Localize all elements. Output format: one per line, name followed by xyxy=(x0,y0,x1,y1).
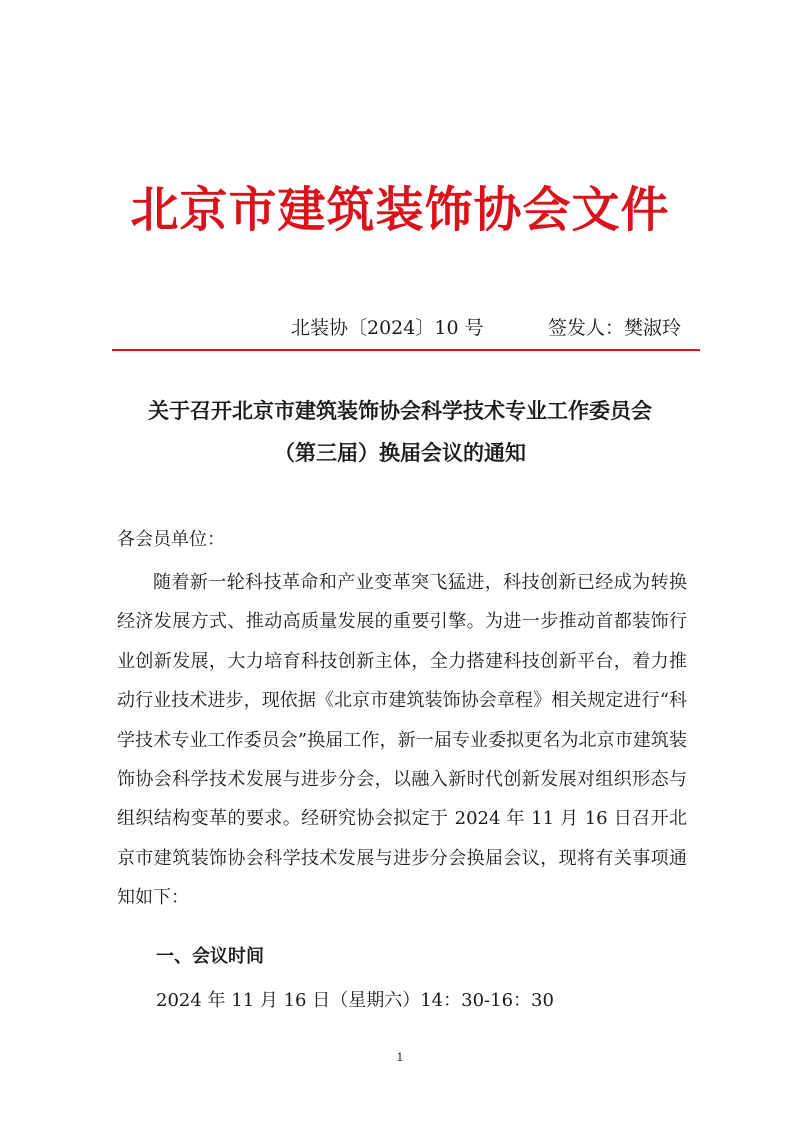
notice-title-line-1: 关于召开北京市建筑装饰协会科学技术专业工作委员会 xyxy=(148,398,652,423)
section-heading-meeting-time: 一、会议时间 xyxy=(156,946,264,967)
header-divider xyxy=(112,349,700,351)
salutation: 各会员单位： xyxy=(117,529,225,550)
meeting-time-value: 2024 年 11 月 16 日（星期六）14：30-16：30 xyxy=(156,990,554,1011)
document-number: 北装协〔2024〕10 号 xyxy=(291,317,484,339)
document-header-title: 北京市建筑装饰协会文件 xyxy=(130,182,670,238)
body-paragraph: 随着新一轮科技革命和产业变革突飞猛进，科技创新已经成为转换经济发展方式、推动高质量发展的重要引擎。为进一步推动首都装饰行业创新发展，大力培育科技创新主体，全力搭建科技创新平台，着力推动行业技术进步，现依据《北京市建筑装饰协会章程》相关规定进行“科学技术专业工作委员会”换届工作，新一届专业委拟更名为北京市建筑装饰协会科学技术发展与进步分会，以融入新时代创新发展对组织形态与组织结构变革的要求。经研究协会拟定于 2024 年 11 月 16 日召开北京市建筑装饰协会科学技术发展与进步分会换届会议，现将有关事项通知如下： xyxy=(117,572,687,909)
page-number: 1 xyxy=(396,1051,404,1064)
signer: 签发人：樊淑玲 xyxy=(548,317,682,339)
body-text xyxy=(117,563,687,918)
notice-title-line-2: （第三届）换届会议的通知 xyxy=(274,440,526,465)
